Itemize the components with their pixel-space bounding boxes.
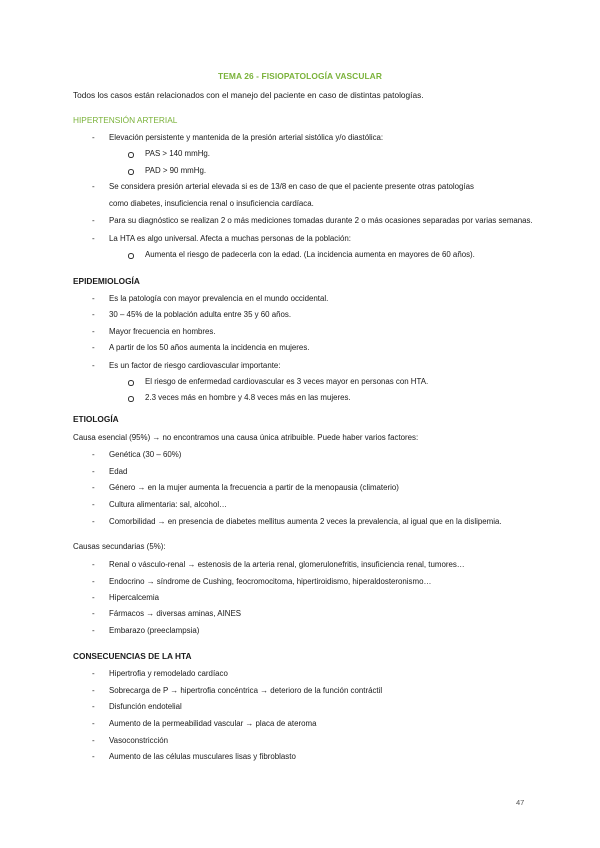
secondary-causes-text: Causas secundarias (5%): — [73, 542, 166, 551]
bullet-dash: - — [92, 182, 95, 191]
page-title: TEMA 26 - FISIOPATOLOGÍA VASCULAR — [218, 71, 382, 81]
list-item: PAS > 140 mmHg. — [145, 149, 210, 158]
bullet-circle — [128, 152, 134, 158]
list-item: PAD > 90 mmHg. — [145, 166, 207, 175]
bullet-dash: - — [92, 294, 95, 303]
list-item: Se considera presión arterial elevada si es de 13/8 en caso de que el paciente presente otras patologías — [109, 182, 474, 191]
bullet-dash: - — [92, 752, 95, 761]
bullet-dash: - — [92, 500, 95, 509]
bullet-dash: - — [92, 327, 95, 336]
list-item-continuation: como diabetes, insuficiencia renal o insuficiencia cardíaca. — [109, 199, 314, 208]
list-item: Mayor frecuencia en hombres. — [109, 327, 216, 336]
bullet-dash: - — [92, 343, 95, 352]
bullet-dash: - — [92, 216, 95, 225]
bullet-dash: - — [92, 626, 95, 635]
bullet-dash: - — [92, 669, 95, 678]
list-item: Endocrino → síndrome de Cushing, feocromocitoma, hipertiroidismo, hiperaldosteronismo… — [109, 577, 432, 586]
list-item: Aumento de las células musculares lisas y fibroblasto — [109, 752, 296, 761]
list-item: Es un factor de riesgo cardiovascular importante: — [109, 361, 281, 370]
bullet-dash: - — [92, 593, 95, 602]
list-item: 30 – 45% de la población adulta entre 35 y 60 años. — [109, 310, 292, 319]
list-item: Hipertrofia y remodelado cardíaco — [109, 669, 228, 678]
list-item: 2.3 veces más en hombre y 4.8 veces más en las mujeres. — [145, 393, 351, 402]
list-item: Comorbilidad → en presencia de diabetes mellitus aumenta 2 veces la prevalencia, al igual que en la dislipemia. — [109, 517, 502, 526]
list-item: Renal o vásculo-renal → estenosis de la arteria renal, glomerulonefritis, insuficiencia renal, tumores… — [109, 560, 465, 569]
list-item: El riesgo de enfermedad cardiovascular es 3 veces mayor en personas con HTA. — [145, 377, 429, 386]
bullet-dash: - — [92, 133, 95, 142]
bullet-dash: - — [92, 577, 95, 586]
bullet-dash: - — [92, 361, 95, 370]
page-number: 47 — [516, 798, 525, 807]
list-item: Fármacos → diversas aminas, AINES — [109, 609, 241, 618]
bullet-dash: - — [92, 686, 95, 695]
section-heading-etiologia: ETIOLOGÍA — [73, 414, 119, 424]
list-item: Para su diagnóstico se realizan 2 o más mediciones tomadas durante 2 o más ocasiones separadas por varias semanas. — [109, 216, 533, 225]
list-item: La HTA es algo universal. Afecta a muchas personas de la población: — [109, 234, 351, 243]
bullet-circle — [128, 253, 134, 259]
list-item: Aumento de la permeabilidad vascular → placa de ateroma — [109, 719, 317, 728]
bullet-dash: - — [92, 609, 95, 618]
bullet-dash: - — [92, 702, 95, 711]
list-item: Edad — [109, 467, 128, 476]
list-item: Embarazo (preeclampsia) — [109, 626, 200, 635]
list-item: Aumenta el riesgo de padecerla con la edad. (La incidencia aumenta en mayores de 60 años). — [145, 250, 475, 259]
list-item: Cultura alimentaria: sal, alcohol… — [109, 500, 227, 509]
bullet-dash: - — [92, 450, 95, 459]
bullet-dash: - — [92, 483, 95, 492]
bullet-dash: - — [92, 310, 95, 319]
list-item: Género → en la mujer aumenta la frecuencia a partir de la menopausia (climaterio) — [109, 483, 399, 492]
list-item: A partir de los 50 años aumenta la incidencia en mujeres. — [109, 343, 310, 352]
list-item: Hipercalcemia — [109, 593, 159, 602]
list-item: Es la patología con mayor prevalencia en el mundo occidental. — [109, 294, 329, 303]
intro-text: Todos los casos están relacionados con el manejo del paciente en caso de distintas patologías. — [73, 90, 424, 100]
list-item: Sobrecarga de P → hipertrofia concéntrica → deterioro de la función contráctil — [109, 686, 383, 695]
bullet-dash: - — [92, 719, 95, 728]
bullet-circle — [128, 396, 134, 402]
bullet-circle — [128, 169, 134, 175]
list-item: Elevación persistente y mantenida de la presión arterial sistólica y/o diastólica: — [109, 133, 384, 142]
list-item: Disfunción endotelial — [109, 702, 182, 711]
list-item: Genética (30 – 60%) — [109, 450, 182, 459]
bullet-dash: - — [92, 560, 95, 569]
bullet-dash: - — [92, 234, 95, 243]
bullet-circle — [128, 380, 134, 386]
bullet-dash: - — [92, 467, 95, 476]
essential-cause-text: Causa esencial (95%) → no encontramos una causa única atribuible. Puede haber varios factores: — [73, 433, 419, 442]
list-item: Vasoconstricción — [109, 736, 169, 745]
section-heading-hta: HIPERTENSIÓN ARTERIAL — [73, 115, 178, 125]
section-heading-consecuencias: CONSECUENCIAS DE LA HTA — [73, 651, 192, 661]
bullet-dash: - — [92, 736, 95, 745]
section-heading-epidemiologia: EPIDEMIOLOGÍA — [73, 276, 140, 286]
bullet-dash: - — [92, 517, 95, 526]
